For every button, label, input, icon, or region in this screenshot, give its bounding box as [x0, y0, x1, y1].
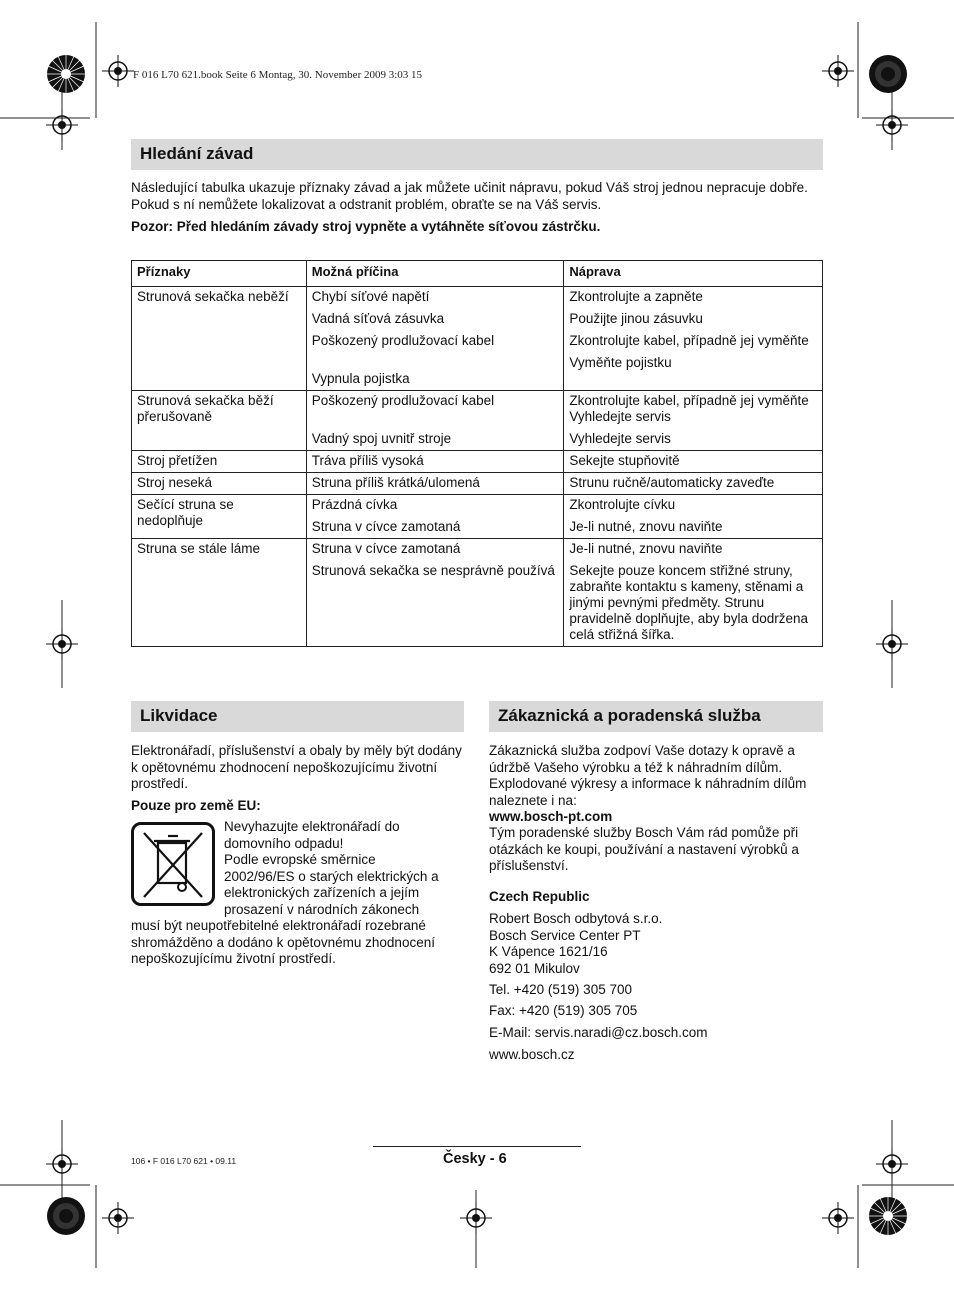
- eu-line: 2002/96/ES o starých elektrických a: [224, 868, 439, 884]
- registration-target-icon: [46, 628, 78, 660]
- weee-symbol: [131, 822, 215, 906]
- symptom-cell: Struna se stále láme: [132, 539, 307, 647]
- printer-info-line: F 016 L70 621.book Seite 6 Montag, 30. November 2009 3:03 15: [133, 69, 423, 81]
- service-intro: Zákaznická služba zodpoví Vaše dotazy k opravě a údržbě Vašeho výrobku a též k náhradním dílům. Explodované výkresy a informace k náhradním dílům naleznete i na:: [489, 743, 807, 808]
- section-title-disposal: Likvidace: [131, 701, 464, 732]
- eu-line: prosazení v národních zákonech: [224, 901, 420, 917]
- star-target-icon: [868, 1196, 908, 1236]
- column-header: Příznaky: [132, 261, 307, 287]
- remedy-cell: [564, 539, 823, 647]
- troubleshooting-warning: Pozor: Před hledáním závady stroj vypněte a vytáhněte síťovou zástrčku.: [131, 219, 601, 234]
- service-web[interactable]: www.bosch.cz: [489, 1047, 575, 1062]
- remedy-text: Použijte jinou zásuvku: [569, 311, 703, 326]
- cause-cell: [306, 451, 564, 473]
- remedy-text: Je-li nutné, znovu naviňte: [569, 519, 723, 534]
- registration-target-icon: [876, 1148, 908, 1180]
- cause-cell: [306, 539, 564, 647]
- eu-heading: Pouze pro země EU:: [131, 798, 261, 813]
- service-email[interactable]: E-Mail: servis.naradi@cz.bosch.com: [489, 1025, 708, 1040]
- table-row: [132, 495, 823, 539]
- cause-text: Struna příliš krátká/ulomená: [311, 475, 480, 490]
- remedy-text: Vyhledejte servis: [569, 431, 671, 446]
- troubleshooting-table: [131, 260, 823, 647]
- remedy-cell: [564, 451, 823, 473]
- eu-disposal-text: [224, 819, 469, 918]
- service-tel: Tel. +420 (519) 305 700: [489, 982, 632, 997]
- remedy-text: Zkontrolujte cívku: [569, 497, 676, 512]
- service-website-link[interactable]: www.bosch-pt.com: [489, 809, 613, 824]
- cause-text: Struna v cívce zamotaná: [311, 519, 461, 534]
- eu-line: domovního odpadu!: [224, 835, 344, 851]
- address-line: 692 01 Mikulov: [489, 960, 580, 976]
- disposal-intro: Elektronářadí, příslušenství a obaly by měly být dodány k opětovnému zhodnocení nepoškozujícímu životní prostředí.: [131, 743, 462, 791]
- address-line: Bosch Service Center PT: [489, 927, 641, 943]
- footer-divider: [373, 1146, 581, 1147]
- cause-text: Poškozený prodlužovací kabel: [311, 333, 495, 348]
- page-number: Česky - 6: [443, 1151, 507, 1167]
- star-target-icon: [868, 54, 908, 94]
- eu-line: elektronických zařízeních a jejím: [224, 885, 420, 900]
- registration-target-icon: [822, 1202, 854, 1234]
- column-header: Náprava: [564, 261, 823, 287]
- registration-target-icon: [46, 1148, 78, 1180]
- table-row: [132, 287, 823, 391]
- remedy-text: Strunu ručně/automaticky zaveďte: [569, 475, 775, 490]
- remedy-text: Sekejte stupňovitě: [569, 453, 680, 468]
- service-fax: Fax: +420 (519) 305 705: [489, 1003, 638, 1018]
- registration-target-icon: [876, 109, 908, 141]
- cause-text: Vadný spoj uvnitř stroje: [311, 431, 452, 446]
- remedy-text: Zkontrolujte a zapněte: [569, 289, 703, 304]
- service-address: [489, 911, 823, 977]
- registration-target-icon: [102, 1202, 134, 1234]
- eu-line: Podle evropské směrnice: [224, 852, 376, 867]
- address-line: K Vápence 1621/16: [489, 944, 608, 959]
- registration-target-icon: [460, 1202, 492, 1234]
- table-row: [132, 539, 823, 647]
- footer-code: 106 • F 016 L70 621 • 09.11: [131, 1156, 237, 1166]
- remedy-cell: [564, 473, 823, 495]
- symptom-cell: Strunová sekačka běží přerušovaně: [132, 391, 307, 451]
- remedy-text: Vyměňte pojistku: [569, 355, 672, 370]
- star-target-icon: [46, 1196, 86, 1236]
- cause-text: Chybí síťové napětí: [311, 289, 430, 304]
- remedy-text: Zkontrolujte kabel, případně jej vyměňte Vyhledejte servis: [569, 393, 809, 424]
- symptom-cell: Stroj neseká: [132, 473, 307, 495]
- section-title-service: Zákaznická a poradenská služba: [489, 701, 823, 732]
- service-advice: Tým poradenské služby Bosch Vám rád pomůže při otázkách ke koupi, používání a nastavení výrobků a příslušenství.: [489, 825, 799, 873]
- column-header: Možná příčina: [306, 261, 564, 287]
- cause-cell: [306, 495, 564, 539]
- service-country: Czech Republic: [489, 889, 590, 904]
- remedy-cell: [564, 391, 823, 451]
- registration-target-icon: [822, 55, 854, 87]
- table-header-row: [132, 261, 823, 287]
- remedy-text: Sekejte pouze koncem střižné struny, zabraňte kontaktu s kameny, stěnami a jinými pevnými předměty. Strunu pravidelně doplňujte, aby byla dodržena celá střižná šířka.: [569, 563, 809, 642]
- star-target-icon: [46, 54, 86, 94]
- eu-disposal-tail: musí být neupotřebitelné elektronářadí rozebrané shromážděno a dodáno k opětovnému zhodnocení nepoškozujícímu životní prostředí.: [131, 918, 435, 966]
- cause-text: Poškozený prodlužovací kabel: [311, 393, 495, 408]
- remedy-text: Je-li nutné, znovu naviňte: [569, 541, 723, 556]
- registration-target-icon: [876, 628, 908, 660]
- cause-text: Strunová sekačka se nesprávně používá: [311, 563, 555, 578]
- symptom-cell: Sečící struna se nedoplňuje: [132, 495, 307, 539]
- cause-cell: [306, 391, 564, 451]
- table-row: [132, 391, 823, 451]
- cause-text: Struna v cívce zamotaná: [311, 541, 461, 556]
- table-row: [132, 451, 823, 473]
- cause-text: Prázdná cívka: [311, 497, 398, 512]
- registration-target-icon: [46, 109, 78, 141]
- symptom-cell: Strunová sekačka neběží: [132, 287, 307, 391]
- address-line: Robert Bosch odbytová s.r.o.: [489, 911, 663, 926]
- remedy-text: Zkontrolujte kabel, případně jej vyměňte: [569, 333, 809, 348]
- remedy-cell: [564, 287, 823, 391]
- crossed-out-wheelie-bin-icon: [134, 825, 212, 903]
- registration-target-icon: [102, 55, 134, 87]
- cause-text: Vypnula pojistka: [311, 371, 410, 386]
- cause-text: Vadná síťová zásuvka: [311, 311, 445, 326]
- cause-cell: [306, 473, 564, 495]
- eu-line: Nevyhazujte elektronářadí do: [224, 819, 400, 834]
- troubleshooting-intro: Následující tabulka ukazuje příznaky závad a jak můžete učinit nápravu, pokud Váš stroj jednou nepracuje dobře. Pokud s ní nemůžete lokalizovat a odstranit problém, obraťte se na Váš servis.: [131, 180, 808, 212]
- remedy-cell: [564, 495, 823, 539]
- table-row: [132, 473, 823, 495]
- cause-text: Tráva příliš vysoká: [311, 453, 424, 468]
- symptom-cell: Stroj přetížen: [132, 451, 307, 473]
- section-title-troubleshooting: Hledání závad: [131, 139, 823, 170]
- cause-cell: [306, 287, 564, 391]
